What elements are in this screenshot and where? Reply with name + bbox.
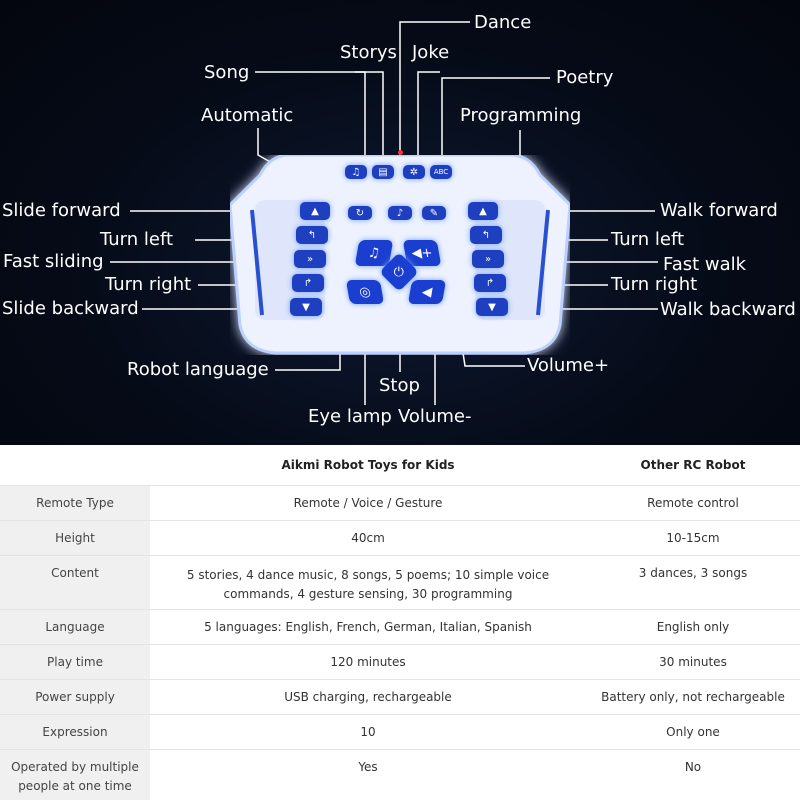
label-slide-forward: Slide forward — [2, 200, 121, 221]
row-label: Operated by multiple people at one time — [0, 750, 150, 800]
cell-aikmi: Yes — [150, 750, 586, 800]
table-row — [0, 715, 800, 750]
table-row — [0, 610, 800, 645]
label-song: Song — [204, 62, 250, 83]
fast-walk-button[interactable]: » — [472, 250, 504, 268]
label-stop: Stop — [379, 375, 420, 396]
fast-sliding-button[interactable]: » — [294, 250, 326, 268]
table-row — [0, 680, 800, 715]
header-empty — [0, 445, 150, 486]
walk-forward-button[interactable]: ▲ — [468, 202, 498, 220]
label-volume-plus: Volume+ — [527, 355, 610, 376]
table-header-row — [0, 445, 800, 486]
label-joke: Joke — [412, 42, 450, 63]
label-turn-left-right: Turn left — [611, 229, 685, 250]
row-label: Play time — [0, 645, 150, 680]
dance-button[interactable]: ♪ — [388, 206, 412, 220]
robot-language-button[interactable]: ◎ — [346, 280, 384, 304]
table-row — [0, 521, 800, 556]
automatic-button[interactable]: ↻ — [348, 206, 372, 220]
slide-forward-button[interactable]: ▲ — [300, 202, 330, 220]
label-slide-backward: Slide backward — [2, 298, 139, 319]
gear-icon[interactable]: ✲ — [403, 165, 425, 179]
cell-aikmi: 120 minutes — [150, 645, 586, 680]
table-row — [0, 556, 800, 610]
label-dance: Dance — [474, 12, 532, 33]
header-other: Other RC Robot — [640, 458, 746, 472]
cell-other: English only — [586, 610, 800, 645]
book-icon[interactable]: ▤ — [372, 165, 394, 179]
row-label: Power supply — [0, 680, 150, 715]
cell-aikmi: 5 languages: English, French, German, Italian, Spanish — [150, 610, 586, 645]
cell-other: 30 minutes — [586, 645, 800, 680]
row-label: Expression — [0, 715, 150, 750]
stop-button[interactable]: ⏻ — [379, 252, 419, 292]
label-turn-right-left: Turn right — [105, 274, 192, 295]
cell-other: No — [586, 750, 800, 800]
cell-other: 3 dances, 3 songs — [586, 556, 800, 610]
label-programming: Programming — [460, 105, 582, 126]
slide-backward-button[interactable]: ▼ — [290, 298, 322, 316]
table-row — [0, 750, 800, 800]
label-automatic: Automatic — [201, 105, 294, 126]
cell-other: Remote control — [586, 486, 800, 521]
song-play-button[interactable]: ♫ — [355, 240, 394, 266]
label-storys: Storys — [340, 42, 397, 63]
turn-left-button-right[interactable]: ↰ — [470, 226, 502, 244]
comparison-table — [0, 445, 800, 800]
cell-aikmi: Remote / Voice / Gesture — [150, 486, 586, 521]
volume-plus-button[interactable]: ◀+ — [403, 240, 442, 266]
label-poetry: Poetry — [556, 67, 614, 88]
walk-backward-button[interactable]: ▼ — [476, 298, 508, 316]
label-robot-language: Robot language — [127, 359, 269, 380]
label-walk-backward: Walk backward — [660, 299, 796, 320]
turn-left-button-left[interactable]: ↰ — [296, 226, 328, 244]
abc-icon[interactable]: ABC — [430, 165, 452, 179]
turn-right-button-left[interactable]: ↱ — [292, 274, 324, 292]
label-fast-sliding: Fast sliding — [3, 251, 104, 272]
cell-other: 10-15cm — [586, 521, 800, 556]
label-turn-right-right: Turn right — [611, 274, 698, 295]
cell-aikmi: 40cm — [150, 521, 586, 556]
row-label: Content — [0, 556, 150, 610]
header-aikmi: Aikmi Robot Toys for Kids — [281, 458, 455, 472]
cell-other: Battery only, not rechargeable — [586, 680, 800, 715]
programming-button[interactable]: ✎ — [422, 206, 446, 220]
table-row — [0, 486, 800, 521]
volume-minus-button[interactable]: ◀ — [408, 280, 446, 304]
label-walk-forward: Walk forward — [660, 200, 778, 221]
label-eye-lamp: Eye lamp — [308, 406, 392, 427]
label-turn-left-left: Turn left — [100, 229, 174, 250]
cell-aikmi: USB charging, rechargeable — [150, 680, 586, 715]
indicator-light — [398, 150, 403, 155]
label-volume-minus: Volume- — [398, 406, 472, 427]
row-label: Remote Type — [0, 486, 150, 521]
turn-right-button-right[interactable]: ↱ — [474, 274, 506, 292]
row-label: Height — [0, 521, 150, 556]
music-note-icon[interactable]: ♫ — [345, 165, 367, 179]
cell-other: Only one — [586, 715, 800, 750]
cell-aikmi: 5 stories, 4 dance music, 8 songs, 5 poems; 10 simple voice commands, 4 gesture sensing, 30 programming — [150, 556, 586, 610]
label-fast-walk: Fast walk — [663, 254, 747, 275]
row-label: Language — [0, 610, 150, 645]
cell-aikmi: 10 — [150, 715, 586, 750]
table-row — [0, 645, 800, 680]
